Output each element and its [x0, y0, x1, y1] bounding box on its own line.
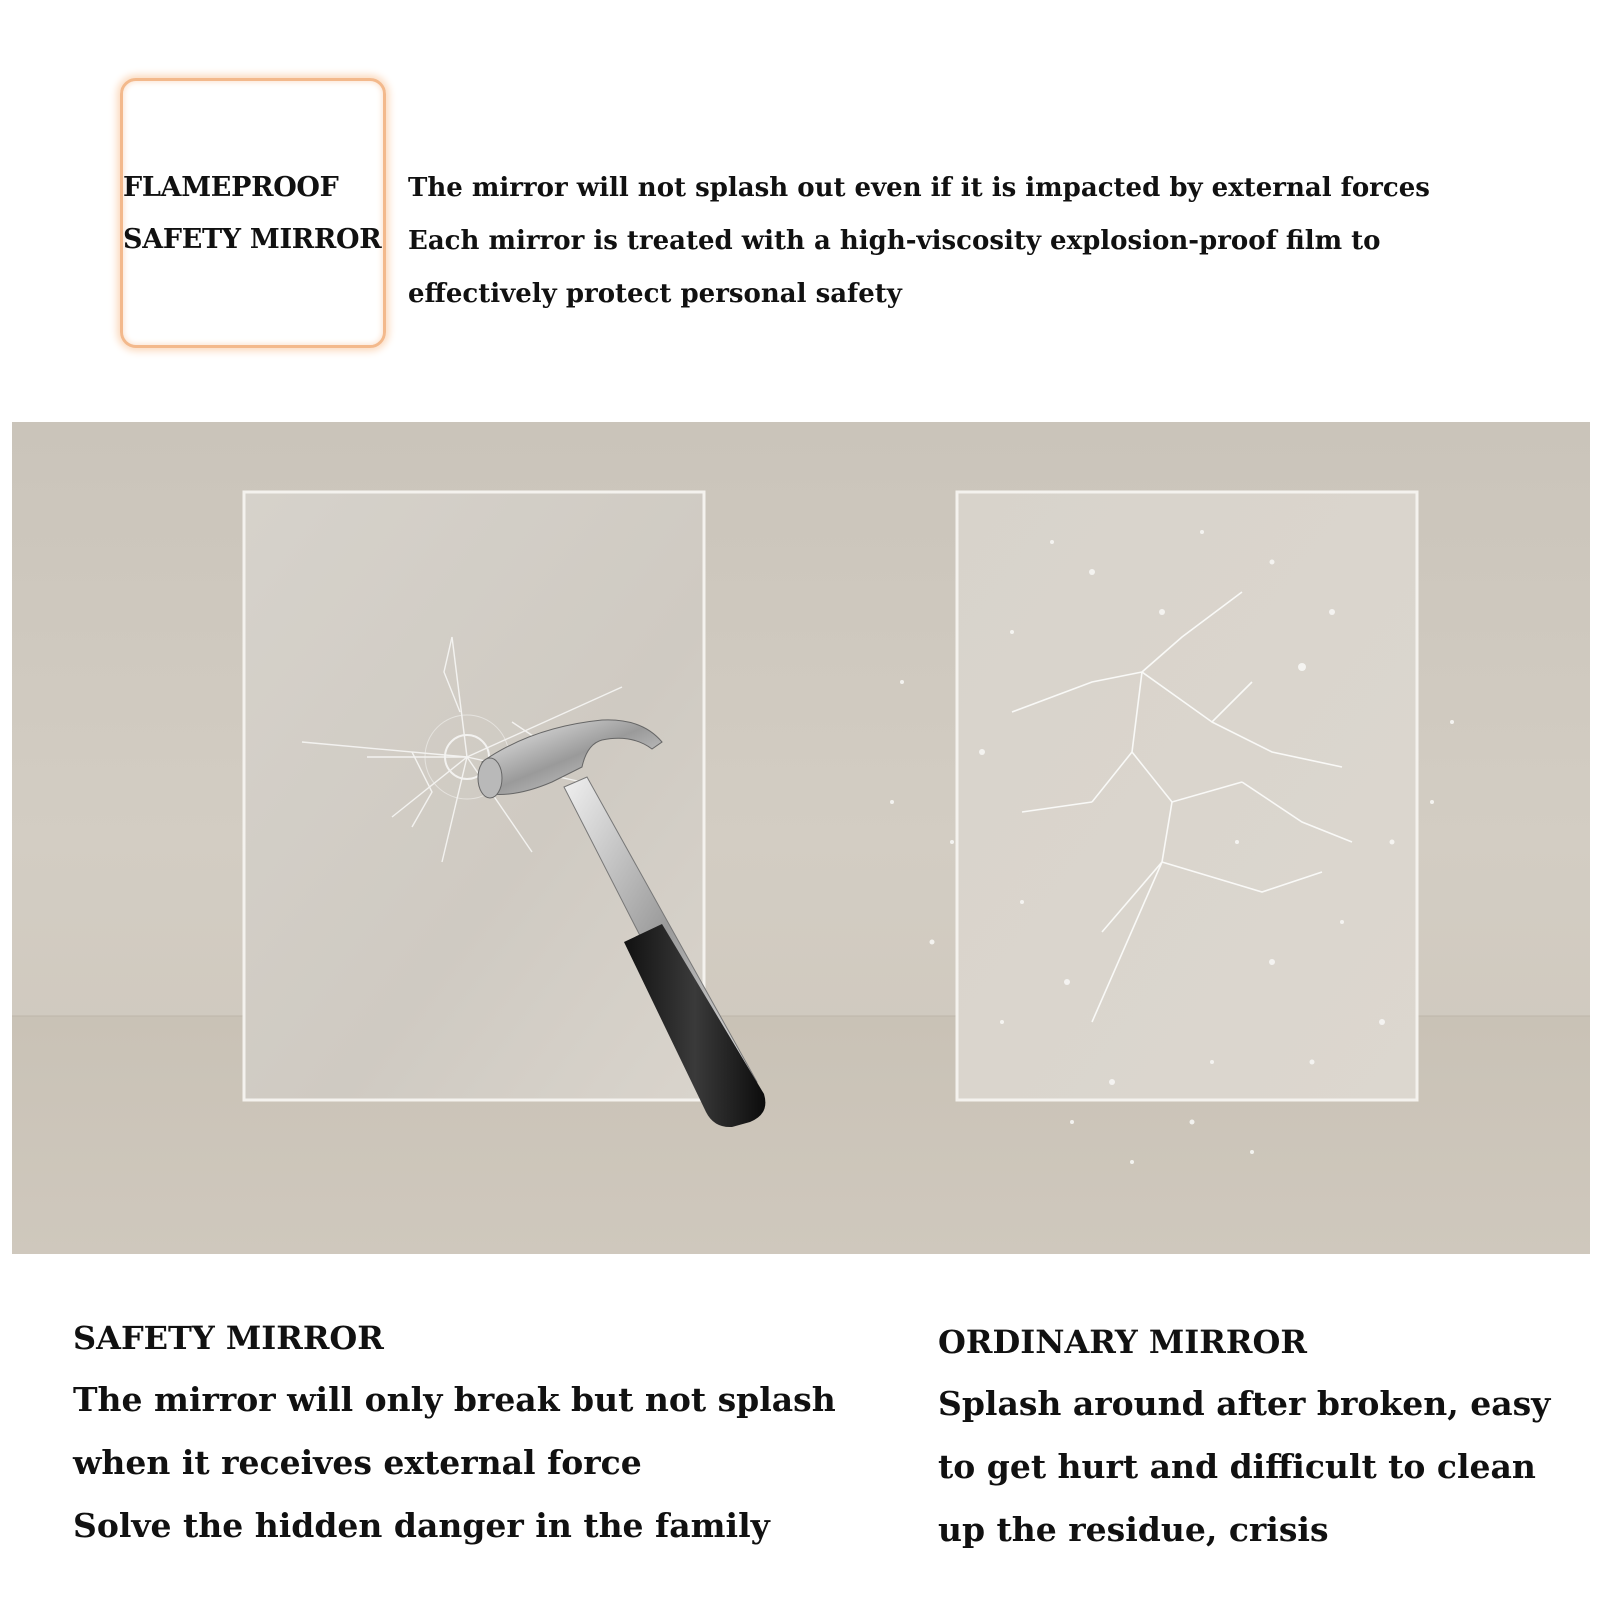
safety-line-1: The mirror will only break but not splash	[73, 1380, 836, 1419]
ordinary-line-3: up the residue, crisis	[938, 1510, 1329, 1549]
safety-line-2: when it receives external force	[73, 1443, 642, 1482]
intro-line-2: Each mirror is treated with a high-viscosity explosion-proof film to	[408, 226, 1381, 256]
badge-line-1: FLAMEPROOF	[123, 172, 339, 203]
safety-line-3: Solve the hidden danger in the family	[73, 1506, 770, 1545]
safety-mirror	[244, 492, 704, 1100]
ordinary-mirror	[890, 492, 1454, 1164]
badge-title	[123, 162, 381, 266]
intro-line-1: The mirror will not splash out even if it is impacted by external forces	[408, 173, 1430, 203]
ordinary-line-2: to get hurt and difficult to clean	[938, 1447, 1536, 1486]
safety-mirror-caption	[73, 1318, 836, 1557]
badge-line-2: SAFETY MIRROR	[123, 224, 382, 255]
intro-text	[408, 162, 1558, 321]
safety-mirror-title: SAFETY MIRROR	[73, 1319, 384, 1357]
ordinary-mirror-caption	[938, 1322, 1550, 1561]
intro-line-3: effectively protect personal safety	[408, 279, 902, 309]
comparison-scene	[12, 422, 1590, 1254]
ordinary-line-1: Splash around after broken, easy	[938, 1384, 1551, 1423]
ordinary-mirror-title: ORDINARY MIRROR	[938, 1323, 1307, 1361]
scene-illustration	[12, 422, 1590, 1254]
